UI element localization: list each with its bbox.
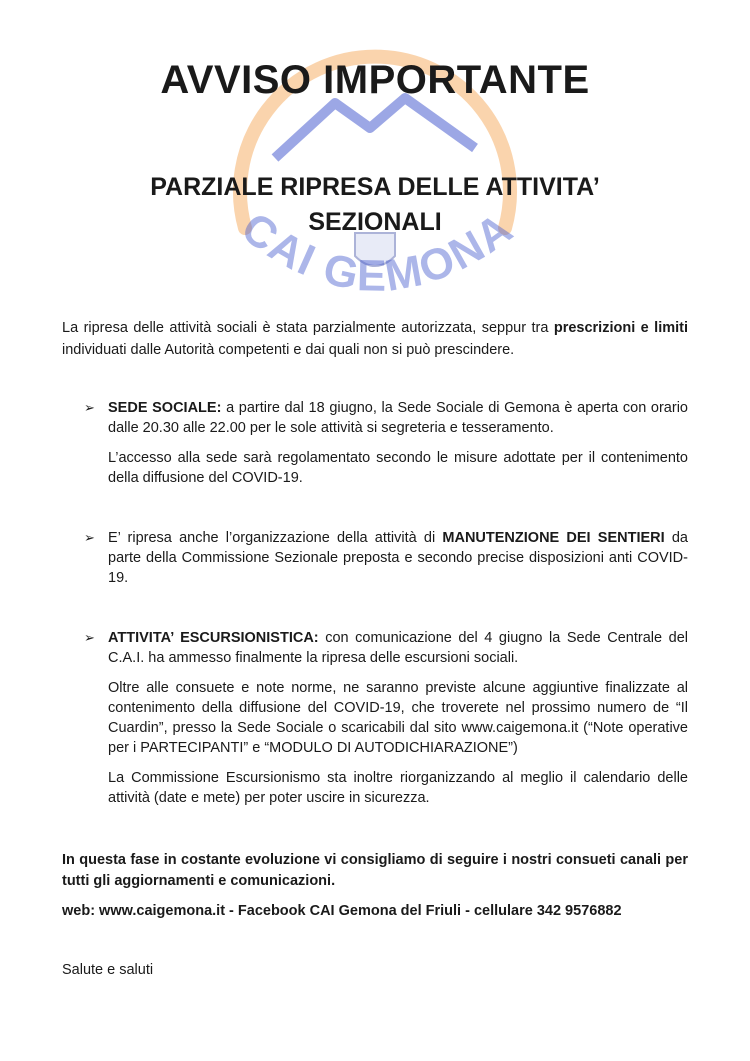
contacts-line: web: www.caigemona.it - Facebook CAI Gemona del Friuli - cellulare 342 9576882	[62, 903, 622, 919]
closing-paragraph: In questa fase in costante evoluzione vi consigliamo di seguire i nostri consueti canali per tutti gli aggiornamenti e comunicazioni.	[62, 852, 688, 889]
manutenzione-section	[108, 528, 688, 598]
watermark-text: CAI GEMONA	[232, 202, 523, 301]
escursioni-section	[108, 628, 688, 818]
subtitle-line-1: PARZIALE RIPRESA DELLE ATTIVITA’	[150, 173, 600, 201]
subtitle-line-2: SEZIONALI	[308, 208, 442, 236]
page-subtitle	[100, 170, 650, 240]
manutenzione-text: E’ ripresa anche l’organizzazione della attività di MANUTENZIONE DEI SENTIERI da parte della Commissione Sezionale preposta e secondo precise disposizioni anti COVID-19.	[108, 530, 688, 586]
page-title: AVVISO IMPORTANTE	[160, 58, 590, 102]
escursioni-text: ATTIVITA’ ESCURSIONISTICA: con comunicazione del 4 giugno la Sede Centrale del C.A.I. ha ammesso finalmente la ripresa delle escursioni sociali.	[108, 630, 688, 666]
bullet-icon: ➢	[84, 400, 95, 415]
escursioni-calendario: La Commissione Escursionismo sta inoltre riorganizzando al meglio il calendario delle attività (date e mete) per poter uscire in sicurezza.	[108, 770, 688, 806]
sede-sociale-text: SEDE SOCIALE: a partire dal 18 giugno, la Sede Sociale di Gemona è aperta con orario dalle 20.30 alle 22.00 per le sole attività si segreteria e tesseramento.	[108, 400, 688, 436]
sede-sociale-section	[108, 398, 688, 498]
bullet-icon: ➢	[84, 630, 95, 645]
sede-sociale-access: L’accesso alla sede sarà regolamentato secondo le misure adottate per il contenimento della diffusione del COVID-19.	[108, 450, 688, 486]
mountain-logo-icon	[275, 98, 475, 158]
escursioni-norme: Oltre alle consuete e note norme, ne saranno previste alcune aggiuntive finalizzate al contenimento della diffusione del COVID-19, che troverete nel prossimo numero de “Il Cuardin”, presso la Sede Sociale o scaricabili dal sito www.caigemona.it (“Note operative per i PARTECIPANTI” e “MODULO DI AUTODICHIARAZIONE”)	[108, 680, 688, 756]
greeting: Salute e saluti	[62, 962, 154, 978]
intro-paragraph: La ripresa delle attività sociali è stata parzialmente autorizzata, seppur tra prescrizioni e limiti individuati dalle Autorità competenti e dai quali non si può prescindere.	[62, 320, 689, 358]
bullet-icon: ➢	[84, 530, 95, 545]
